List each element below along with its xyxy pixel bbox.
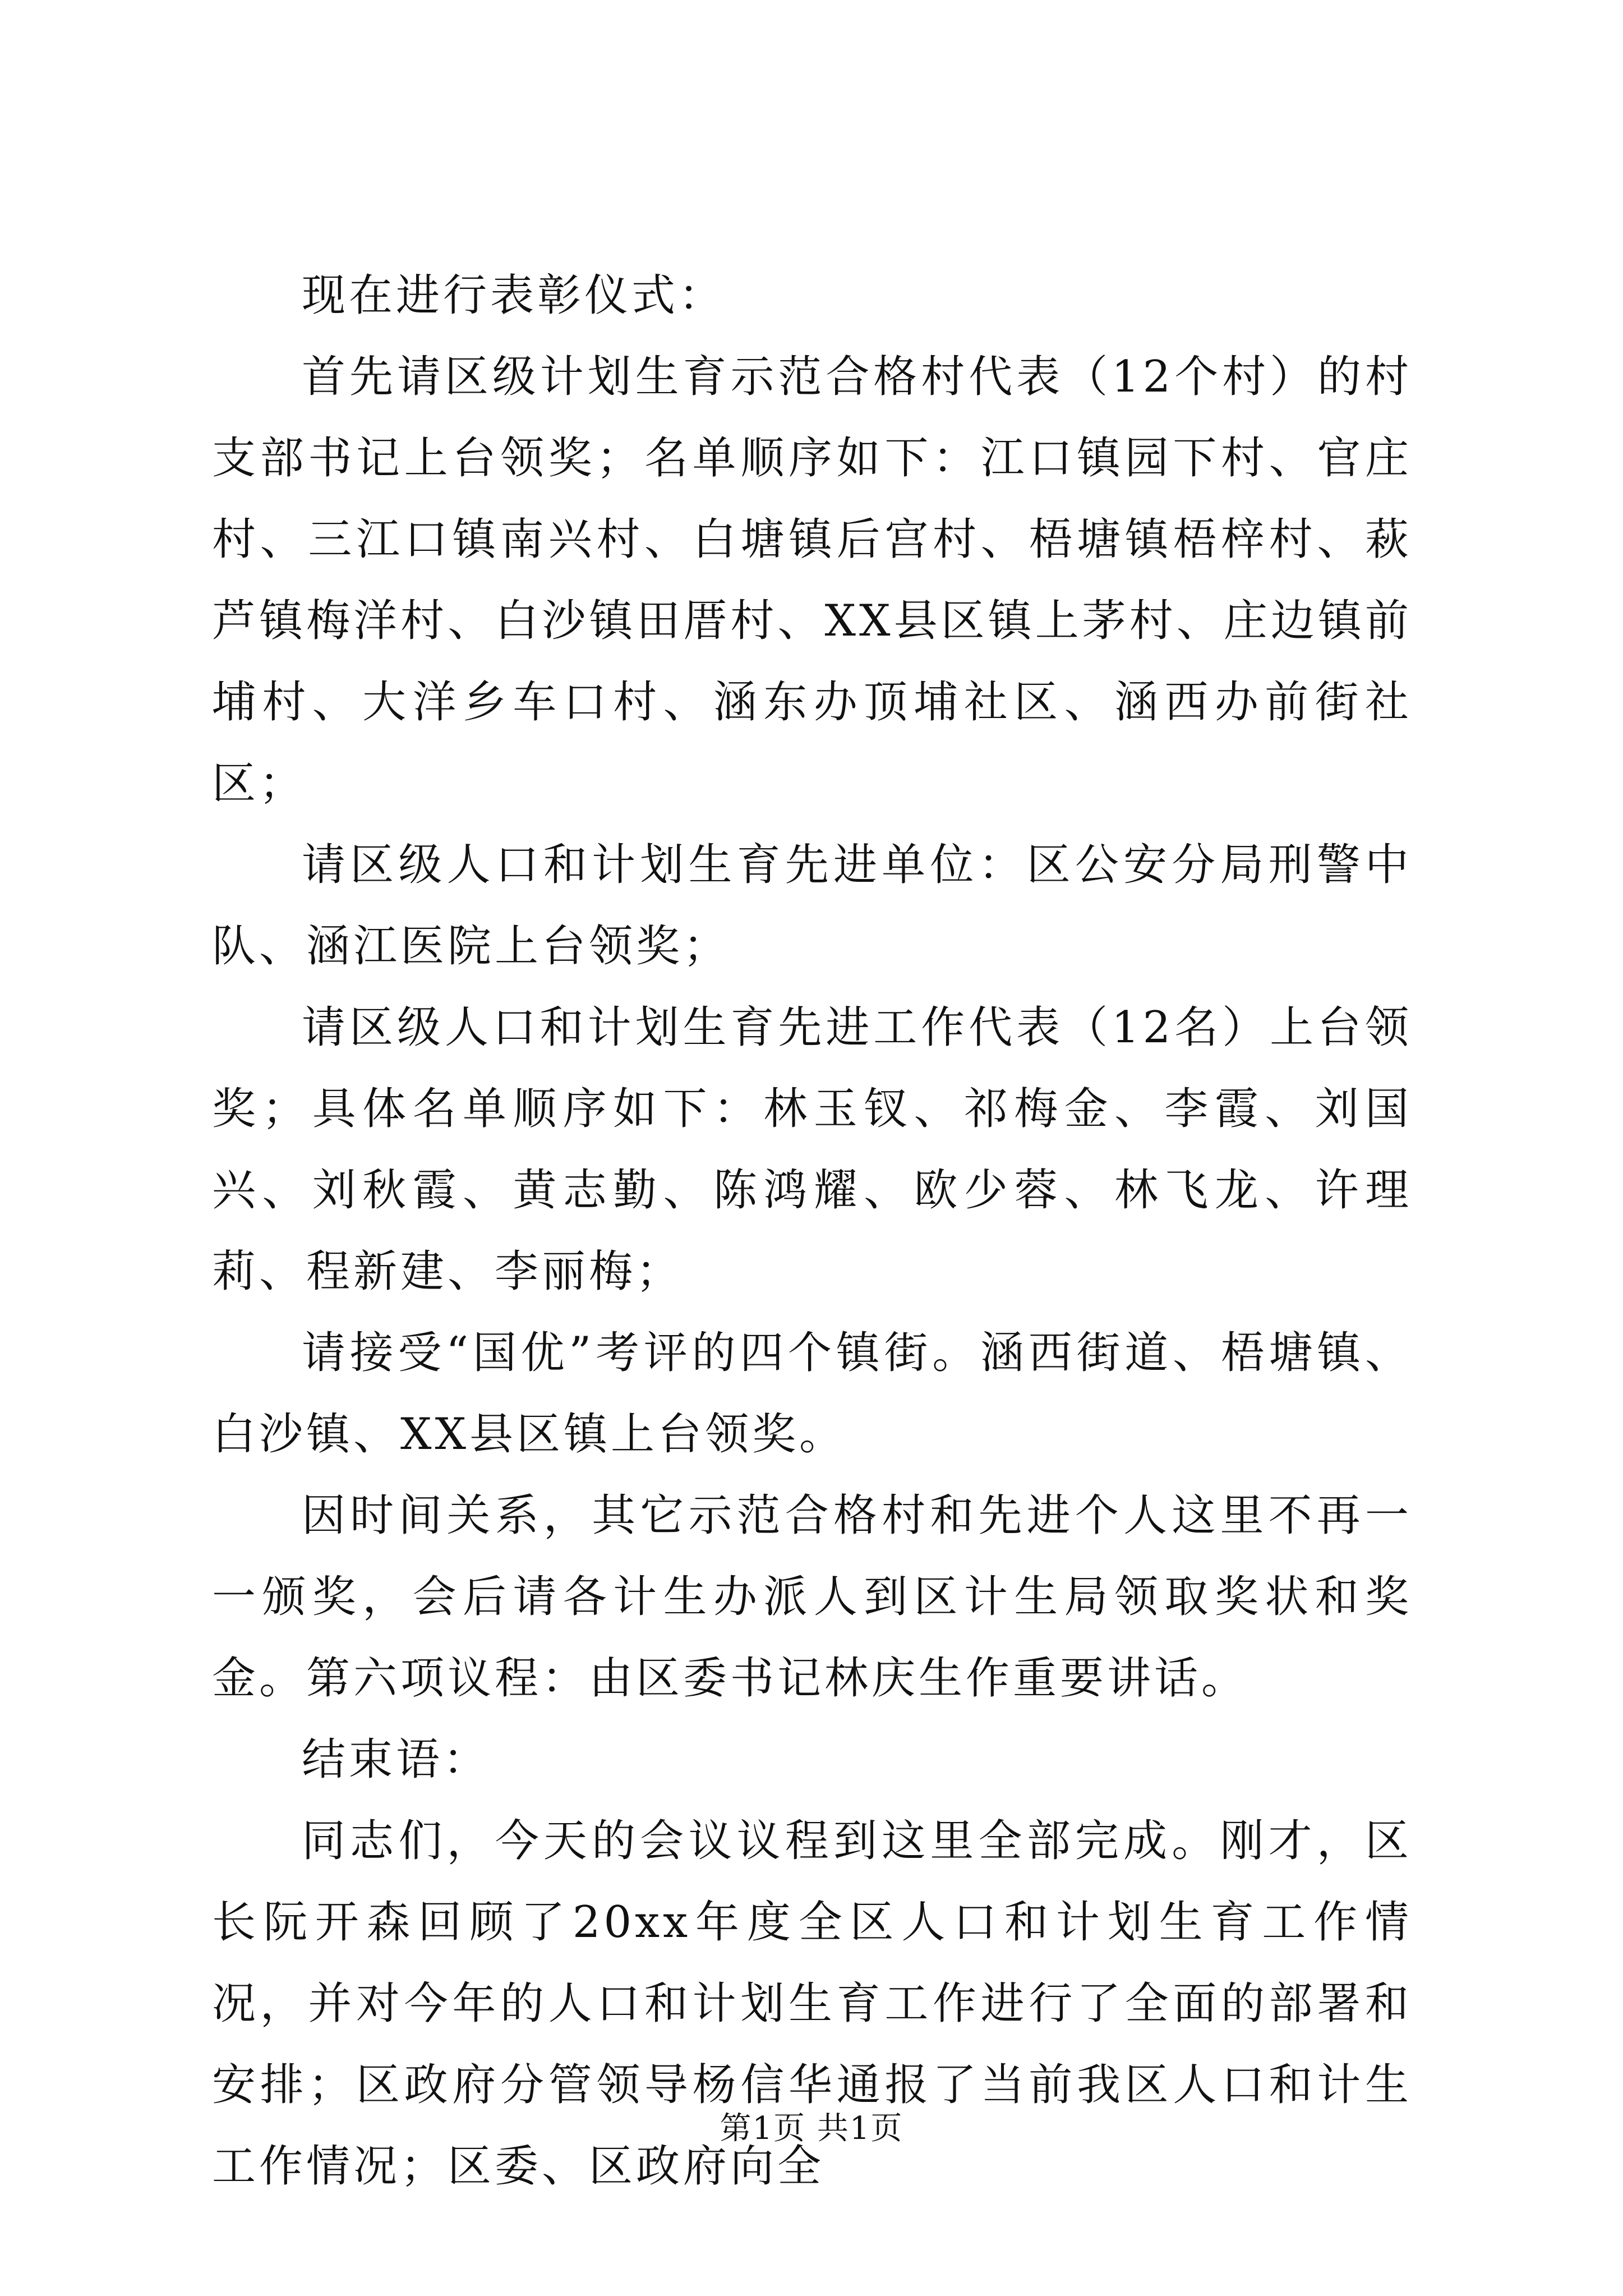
paragraph-model-villages: 首先请区级计划生育示范合格村代表（12个村）的村支部书记上台领奖；名单顺序如下：江口镇园下村、官庄村、三江口镇南兴村、白塘镇后宫村、梧塘镇梧梓村、萩芦镇梅洋村、白沙镇田厝村、XX县区镇上茅村、庄边镇前埔村、大洋乡车口村、涵东办顶埔社区、涵西办前街社区；	[212, 352, 1412, 809]
paragraph-closing-heading: 结束语：	[302, 1734, 491, 1785]
paragraph-time-constraint-note: 因时间关系，其它示范合格村和先进个人这里不再一一颁奖，会后请各计生办派人到区计生局领取奖状和奖金。第六项议程：由区委书记林庆生作重要讲话。	[212, 1490, 1412, 1704]
paragraph-national-evaluation-towns: 请接受“国优”考评的四个镇街。涵西街道、梧塘镇、白沙镇、XX县区镇上台领奖。	[212, 1328, 1412, 1460]
paragraph-advanced-units: 请区级人口和计划生育先进单位：区公安分局刑警中队、涵江医院上台领奖；	[212, 840, 1412, 972]
paragraph-advanced-workers: 请区级人口和计划生育先进工作代表（12名）上台领奖；具体名单顺序如下：林玉钗、祁梅金、李霞、刘国兴、刘秋霞、黄志勤、陈鸿耀、欧少蓉、林飞龙、许理莉、程新建、李丽梅；	[212, 1002, 1412, 1297]
paragraph-closing-remarks: 同志们，今天的会议议程到这里全部完成。刚才，区长阮开森回顾了20xx年度全区人口和计划生育工作情况，并对今年的人口和计划生育工作进行了全面的部署和安排；区政府分管领导杨信华通报了当前我区人口和计生工作情况；区委、区政府向全	[212, 1816, 1412, 2192]
paragraph-award-ceremony-intro: 现在进行表彰仪式：	[302, 270, 726, 321]
document-body	[212, 255, 1412, 2207]
page-footer: 第1页 共1页	[720, 2110, 903, 2147]
